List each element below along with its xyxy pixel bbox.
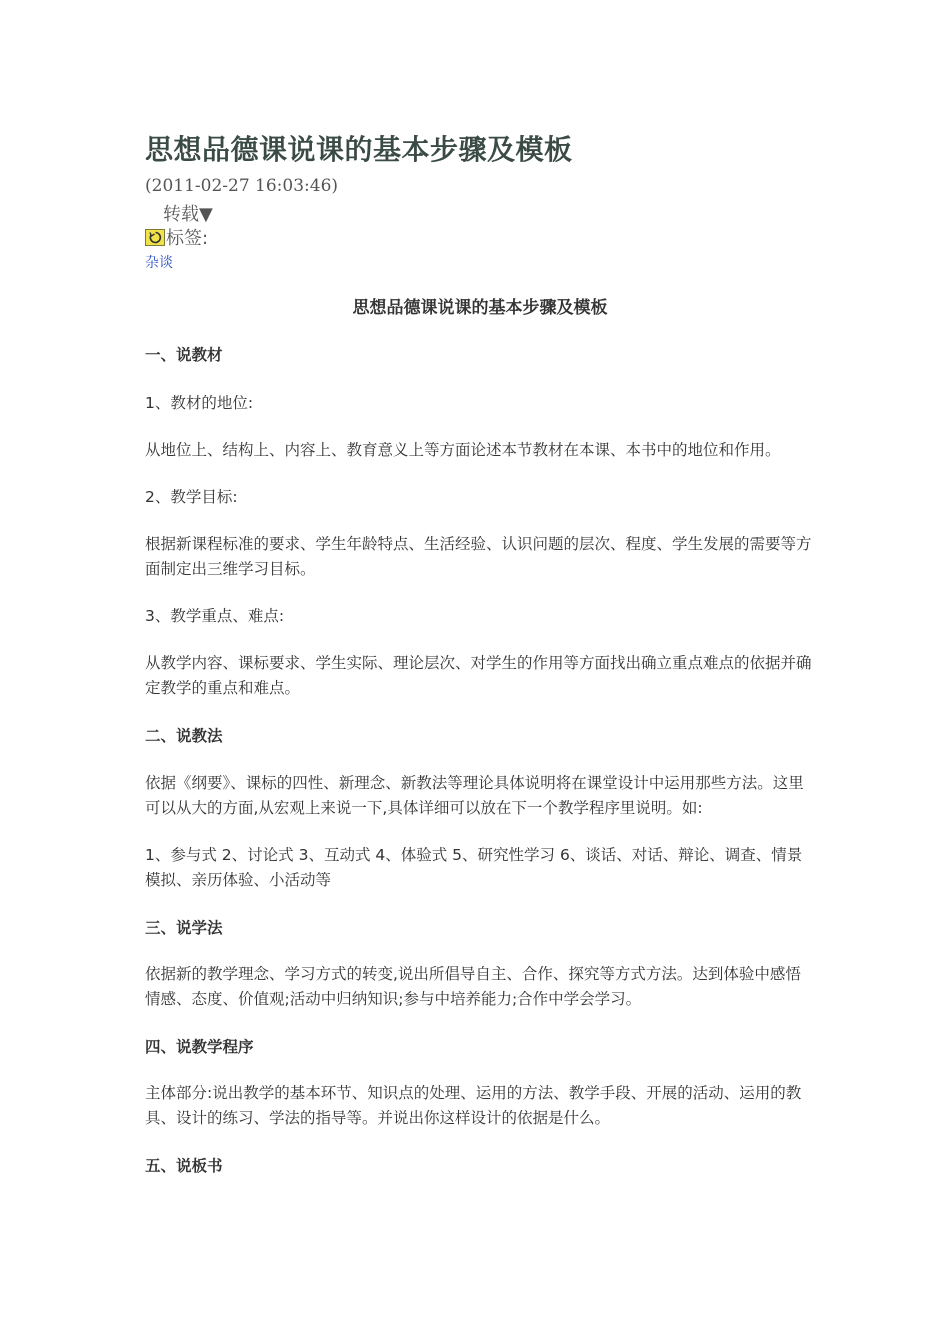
subsection-label: 3、教学重点、难点: — [145, 607, 285, 625]
subsection-label: 2、教学目标: — [145, 488, 238, 506]
paragraph: 根据新课程标准的要求、学生年龄特点、生活经验、认识问题的层次、程度、学生发展的需要等方面制定出三维学习目标。 — [145, 535, 812, 578]
paragraph: 1、参与式 2、讨论式 3、互动式 4、体验式 5、研究性学习 6、谈话、对话、辩论、调查、情景模拟、亲历体验、小活动等 — [145, 846, 803, 889]
section-heading-5: 五、说板书 — [145, 1157, 223, 1175]
section-heading-2: 二、说教法 — [145, 727, 223, 745]
subsection-label: 1、教材的地位: — [145, 394, 254, 412]
tags-label: 标签: — [166, 228, 209, 249]
tag-link-zatan[interactable]: 杂谈 — [145, 255, 173, 271]
paragraph: 主体部分:说出教学的基本环节、知识点的处理、运用的方法、教学手段、开展的活动、运用的教具、设计的练习、学法的指导等。并说出你这样设计的依据是什么。 — [145, 1084, 802, 1127]
tag-icon — [145, 229, 165, 246]
post-title: 思想品德课说课的基本步骤及模板 — [145, 133, 573, 166]
tags-row — [145, 224, 208, 250]
section-heading-4: 四、说教学程序 — [145, 1038, 254, 1056]
paragraph: 依据新的教学理念、学习方式的转变,说出所倡导自主、合作、探究等方式方法。达到体验中感悟情感、态度、价值观;活动中归纳知识;参与中培养能力;合作中学会学习。 — [145, 965, 801, 1008]
paragraph: 从教学内容、课标要求、学生实际、理论层次、对学生的作用等方面找出确立重点难点的依据并确定教学的重点和难点。 — [145, 654, 812, 697]
post-timestamp: (2011-02-27 16:03:46) — [145, 176, 339, 196]
paragraph: 依据《纲要》、课标的四性、新理念、新教法等理论具体说明将在课堂设计中运用那些方法。这里可以从大的方面,从宏观上来说一下,具体详细可以放在下一个教学程序里说明。如: — [145, 774, 804, 817]
section-heading-1: 一、说教材 — [145, 346, 223, 364]
article-title: 思想品德课说课的基本步骤及模板 — [352, 298, 608, 318]
paragraph: 从地位上、结构上、内容上、教育意义上等方面论述本节教材在本课、本书中的地位和作用。 — [145, 441, 781, 459]
repost-dropdown[interactable]: 转载▼ — [163, 204, 213, 225]
section-heading-3: 三、说学法 — [145, 919, 223, 937]
